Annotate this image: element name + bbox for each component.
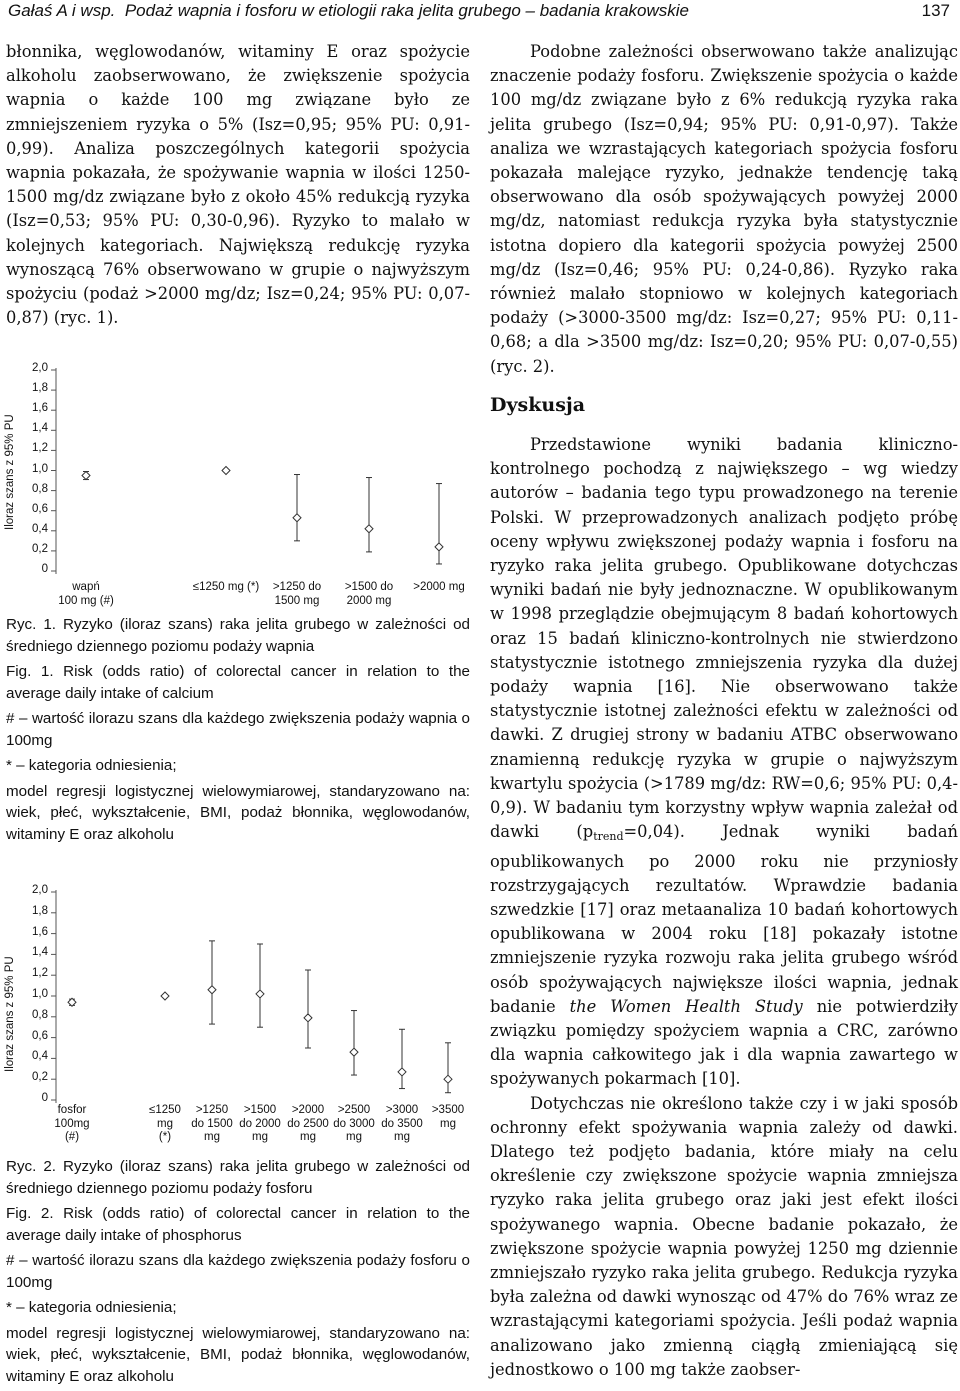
x-category-label: wapń 100 mg (#) — [58, 581, 114, 607]
figure-1-note-model: model regresji logistycznej wielowymiarowej, standaryzowano na: wiek, płeć, wykształcenie, BMI, podaż błonnika, węglowodanów, witaminy E oraz alkoholu — [6, 782, 470, 843]
figure-1-note-hash: # – wartość ilorazu szans dla każdego zwiększenia podaży wapnia o 100mg — [6, 710, 470, 749]
odds-ratio-point — [208, 986, 216, 994]
y-tick-label: 0 — [41, 1092, 48, 1104]
x-category-label: >2000 do 2500 mg — [287, 1104, 329, 1143]
x-category-label: >3500 mg — [431, 1104, 465, 1130]
figure-1-note-star: * – kategoria odniesienia; — [6, 757, 177, 774]
discussion-text: Przedstawione wyniki badania kliniczno-kontrolnego pochodzą z największego – wg wiedzy autorów – badania tego typu prowadzonego na terenie Polski. W przeprowadzonych analizach podjęto próbę oceny wpływu zwiększonej podaży wapnia i fosforu na ryzyko raka jelita grubego. Opublikowane dotychczas wyniki badań nie były jednoznaczne. W opublikowanym w 1998 przeglądzie obejmującym 8 badań kohortowych oraz 15 badań kliniczno-kontrolnych nie stwierdzono statystycznie istotnego zmniejszenia ryzyka dla dużej podaży wapnia [16]. Nie obserwowano także statystycznie istotnej zależności efektu w zależności od dawki. Z drugiej strony w badaniu ATBC obserwowano znamienną redukcję ryzyka w grupie o najwyższym kwartylu spożycia (>1789 mg/dz: RW=0,6; 95% PU: 0,4-0,9). W badaniu tym korzystny wpływ wapnia zależał od dawki (p — [490, 435, 958, 842]
x-category-label: fosfor 100mg (#) — [54, 1104, 90, 1143]
chart-calcium — [6, 358, 470, 610]
subscript-trend: trend — [593, 830, 624, 844]
discussion-text: nie potwierdziły związku pomiędzy spożyciem wapnia a CRC, zarówno dla wapnia całkowitego jak i dla wapnia zawartego w spożywanych pokarmach [10]. — [490, 996, 958, 1089]
figure-1 — [6, 358, 470, 845]
y-tick-label: 1,0 — [32, 462, 48, 475]
odds-ratio-point — [161, 992, 169, 1000]
odds-ratio-point — [222, 467, 230, 475]
body-paragraph: Podobne zależności obserwowano także analizując znaczenie podaży fosforu. Zwiększenie spożycia o każde 100 mg/dz związane było z 6% redukcją ryzyka raka jelita grubego (Isz=0,94; 95% PU: 0,91-0,97). Także analiza we wzrastających kategoriach spożycia fosforu pokazała malejące ryzyko, jednakże tendencję taką obserwowano dla osób spożywających powyżej 2000 mg/dz, natomiast redukcja ryzyka była statystycznie istotna dopiero dla kategorii spożycia powyżej 2500 mg/dz (Isz=0,46; 95% PU: 0,24-0,86). Ryzyko raka również malało stopniowo w kolejnych kategoriach podaży (>3000-3500 mg/dz: Isz=0,27; 95% PU: 0,11-0,68; a dla >3500 mg/dz: Isz=0,20; 95% PU: 0,07-0,55) (ryc. 2). — [490, 42, 958, 376]
discussion-paragraph-2: Dotychczas nie określono także czy i w jaki sposób ochronny efekt spożywania wapnia zależy od dawki. Dlatego też podjęto badania, które miały na celu określenie czy zwiększone spożycie wapnia zmniejsza ryzyko raka jelita grubego oraz jaki jest efekt ilości spożywanego wapnia. Obecne badanie pokazało, że zwiększone spożycie wapnia powyżej 1250 mg dziennie zmniejszało ryzyko raka jelita grubego. Redukcja ryzyka była zależna od dawki wynosząc od 47% do 76% wraz ze wzrastającymi kategoriami spożycia. Jeśli podaż wapnia analizowano jako zmienną ciągłą zmieniającą się jednostkowo o 100 mg także zaobser- — [490, 1093, 958, 1379]
y-tick-label: 1,0 — [32, 988, 48, 1000]
section-heading: Dyskusja — [490, 393, 586, 416]
header-left — [8, 1, 689, 21]
odds-ratio-point — [304, 1014, 312, 1022]
discussion-text: =0,04). Jednak wyniki badań opublikowanych po 2000 roku nie przyniosły rozstrzygających rezultatów. Wprawdzie badania szwedzkie [17] oraz metaanaliza 10 badań kohortowych opublikowana w 2004 roku [18] pokazały istotne zmniejszenie ryzyka rozwoju raka jelita grubego wśród osób spożywających największe ilości wapnia, jednak badanie — [490, 822, 959, 1016]
y-tick-label: 1,6 — [32, 925, 48, 938]
y-tick-label: 1,4 — [32, 946, 48, 959]
odds-ratio-point — [435, 543, 443, 551]
y-tick-label: 1,8 — [32, 904, 48, 917]
y-tick-label: 1,2 — [32, 967, 48, 980]
header-authors: Gałaś A i wsp. — [8, 1, 116, 20]
y-tick-label: 0,4 — [32, 522, 48, 535]
y-axis-label: Iloraz szans z 95% PU — [4, 414, 16, 530]
chart-phosphorus — [6, 882, 470, 1152]
y-tick-label: 0,6 — [32, 502, 48, 515]
x-category-label: ≤1250 mg (*) — [149, 1104, 181, 1143]
odds-ratio-point — [256, 990, 264, 998]
x-category-label: >3000 do 3500 mg — [381, 1104, 423, 1143]
y-tick-label: 0 — [41, 563, 48, 575]
x-category-label: >1250 do 1500 mg — [191, 1104, 233, 1143]
y-tick-label: 0,6 — [32, 1029, 48, 1042]
y-tick-label: 0,4 — [32, 1050, 48, 1063]
y-axis-label: Iloraz szans z 95% PU — [4, 956, 16, 1072]
y-tick-label: 2,0 — [32, 884, 48, 896]
x-category-label: >2500 do 3000 mg — [333, 1104, 375, 1143]
page-number: 137 — [921, 1, 950, 20]
body-paragraph: błonnika, węglowodanów, witaminy E oraz spożycie alkoholu zaobserwowano, że zwiększenie spożycia wapnia o każde 100 mg związane było ze zmniejszeniem ryzyka o 5% (Isz=0,95; 95% PU: 0,91-0,99). Analiza poszczególnych kategorii spożycia wapnia pokazała, że spożywanie wapnia w ilości 1250-1500 mg/dz związane było z około 45% redukcją ryzyka (Isz=0,53; 95% PU: 0,30-0,96). Ryzyko to malało w kolejnych kategoriach. Największą redukcję ryzyka wynoszącą 76% obserwowano w grupie o najwyższym spożyciu (podaż >2000 mg/dz; Isz=0,24; 95% PU: 0,07-0,87) (ryc. 1). — [6, 42, 470, 328]
figure-1-caption-pl: Ryc. 1. Ryzyko (iloraz szans) raka jelita grubego w zależności od średniego dziennego poziomu podaży wapnia — [6, 616, 470, 655]
odds-ratio-point — [444, 1075, 452, 1083]
study-name: the Women Health Study — [569, 996, 803, 1016]
right-column — [490, 40, 958, 1382]
header-title: Podaż wapnia i fosforu w etiologii raka jelita grubego – badania krakowskie — [124, 1, 690, 20]
y-tick-label: 0,8 — [32, 1008, 48, 1021]
y-tick-label: 2,0 — [32, 362, 48, 374]
x-category-label: >1500 do 2000 mg — [344, 581, 394, 607]
y-tick-label: 1,6 — [32, 402, 48, 415]
left-column — [6, 40, 470, 330]
odds-ratio-point — [398, 1068, 406, 1076]
y-tick-label: 1,4 — [32, 422, 48, 435]
figure-2-caption-pl: Ryc. 2. Ryzyko (iloraz szans) raka jelita grubego w zależności od średniego dziennego poziomu podaży fosforu — [6, 1158, 470, 1197]
discussion-paragraph-1 — [490, 433, 958, 1091]
figure-1-caption-en: Fig. 1. Risk (odds ratio) of colorectal cancer in relation to the average daily intake of calcium — [6, 663, 470, 702]
figure-2 — [6, 882, 470, 1387]
x-category-label: >1250 do 1500 mg — [272, 581, 322, 607]
figure-2-caption-en: Fig. 2. Risk (odds ratio) of colorectal cancer in relation to the average daily intake of phosphorus — [6, 1205, 470, 1244]
running-header — [8, 0, 950, 24]
y-tick-label: 0,2 — [32, 542, 48, 555]
figure-2-note-hash: # – wartość ilorazu szans dla każdego zwiększenia podaży fosforu o 100mg — [6, 1252, 470, 1291]
y-tick-label: 0,8 — [32, 482, 48, 495]
x-category-label: ≤1250 mg (*) — [192, 581, 260, 593]
y-tick-label: 1,2 — [32, 442, 48, 455]
odds-ratio-point — [82, 472, 90, 480]
figure-2-note-star: * – kategoria odniesienia; — [6, 1299, 177, 1316]
x-category-label: >1500 do 2000 mg — [239, 1104, 281, 1143]
x-category-label: >2000 mg — [413, 581, 465, 593]
plot-area — [6, 358, 470, 610]
y-tick-label: 1,8 — [32, 382, 48, 395]
figure-2-note-model: model regresji logistycznej wielowymiarowej, standaryzowano na: wiek, płeć, wykształcenie, BMI, podaż błonnika, węglowodanów, witaminy E oraz alkoholu — [6, 1324, 470, 1385]
odds-ratio-point — [293, 514, 301, 522]
odds-ratio-point — [365, 525, 373, 533]
y-tick-label: 0,2 — [32, 1071, 48, 1084]
odds-ratio-point — [350, 1048, 358, 1056]
